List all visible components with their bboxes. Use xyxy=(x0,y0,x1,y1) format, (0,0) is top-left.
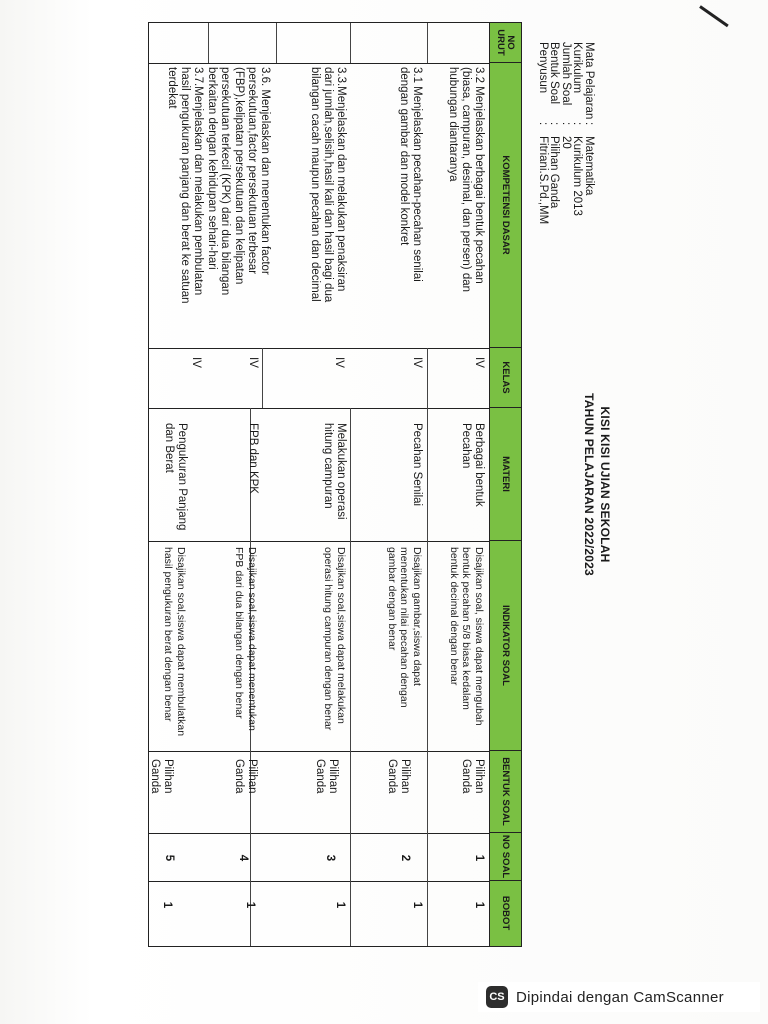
header-no-urut: NO URUT xyxy=(490,23,521,63)
row-2-bobot: 1 xyxy=(411,901,423,909)
row-5-kompetensi: 3.7.Menjelaskan dan melakukan pembulatan hasil pengukuran panjang dan berat ke satuan terdekat xyxy=(165,67,204,304)
camscanner-watermark xyxy=(478,982,760,1012)
doc-title: KISI KISI UJIAN SEKOLAH xyxy=(598,406,612,563)
doc-subtitle: TAHUN PELAJARAN 2022/2023 xyxy=(582,393,596,576)
header-materi: MATERI xyxy=(490,408,521,541)
meta-colon: : xyxy=(536,122,549,126)
column-divider xyxy=(149,833,490,834)
table-header xyxy=(489,23,521,946)
row-5-bobot: 1 xyxy=(161,901,173,909)
row-divider xyxy=(427,348,428,946)
kisi-table xyxy=(148,22,522,947)
row-divider xyxy=(276,23,277,63)
meta-label: Penyusun xyxy=(536,42,549,94)
row-5-no-soal: 5 xyxy=(163,854,175,862)
camscanner-logo-icon: CS xyxy=(486,986,508,1008)
row-divider xyxy=(350,23,351,63)
row-1-kelas: IV xyxy=(473,357,485,368)
meta-label: Kurikulum xyxy=(571,42,584,94)
row-1-bobot: 1 xyxy=(473,901,485,909)
row-2-indikator: Disajikan gambar,siswa dapat menentukan nilai pecahan dengan gambar dengan benar xyxy=(386,547,423,708)
row-4-kelas: IV xyxy=(247,357,259,368)
row-divider xyxy=(350,408,351,946)
meta-row xyxy=(582,42,594,224)
row-2-bentuk: Pilihan Ganda xyxy=(385,759,411,794)
column-divider xyxy=(149,408,490,409)
row-3-no-soal: 3 xyxy=(324,854,336,862)
row-2-no-soal: 2 xyxy=(399,854,411,862)
column-divider xyxy=(149,348,490,349)
row-divider xyxy=(208,23,209,63)
row-4-bentuk: Pilihan Ganda xyxy=(232,759,258,794)
row-5-bentuk: Pilihan Ganda xyxy=(148,759,174,794)
meta-row xyxy=(571,42,583,224)
row-5-materi: Pengukuran Panjang dan Berat xyxy=(162,423,188,531)
meta-value: Matematika xyxy=(583,136,595,196)
row-3-kelas: IV xyxy=(333,357,345,368)
row-1-bentuk: Pilihan Ganda xyxy=(459,759,485,794)
row-4-no-soal: 4 xyxy=(237,854,249,862)
column-divider xyxy=(149,63,490,64)
row-2-kompetensi: 3.1 Menjelaskan pecahan-pecahan senilai dengan gambar dan model konkret xyxy=(397,67,423,282)
meta-colon: : xyxy=(583,122,595,126)
row-5-kelas: IV xyxy=(190,357,202,368)
meta-colon: : xyxy=(571,122,584,126)
meta-row xyxy=(536,42,548,224)
header-kompetensi: KOMPETENSI DASAR xyxy=(490,63,521,348)
meta-value: Fitriani.S.Pd.,MM xyxy=(536,136,549,225)
row-1-kompetensi: 3.2 Menjelaskan berbagai bentuk pecahan (biasa, campuran, desimal, dan persen) dan hubungan diantaranya xyxy=(446,67,485,293)
column-divider xyxy=(149,751,490,752)
column-divider xyxy=(149,881,490,882)
row-3-materi: Melakukan operasi hitung campuran xyxy=(321,423,347,520)
row-1-materi: Berbagai bentuk Pecahan xyxy=(459,423,485,507)
row-2-materi: Pecahan Senilai xyxy=(411,423,423,507)
header-no-soal: NO SOAL xyxy=(490,833,521,881)
row-4-bobot: 1 xyxy=(244,901,256,909)
row-divider xyxy=(262,348,263,408)
header-bentuk: BENTUK SOAL xyxy=(490,751,521,833)
meta-colon: : xyxy=(559,122,572,126)
meta-row xyxy=(548,42,560,224)
meta-label: Bentuk Soal xyxy=(548,42,561,105)
row-4-kompetensi: 3.6. Menjelaskan dan menentukan factor persekutuan,factor persekutuan terbesar (FBP),kelipatan persekutuan dan kelipatan persekutuan terkecil (KPK) dari dua bilangan berkaitan dengan kehidupan sehari-hari xyxy=(206,67,271,296)
camscanner-text: Dipindai dengan CamScanner xyxy=(516,988,724,1006)
header-kelas: KELAS xyxy=(490,348,521,408)
meta-row xyxy=(559,42,571,224)
row-1-indikator: Disajikan soal, siswa dapat mengubah bentuk pecahan 5/8 biasa kedalam bentuk decimal dengan benar xyxy=(448,547,485,726)
row-3-kompetensi: 3.3.Menjelaskan dan melakukan penaksiran dari jumlah,selisih,hasil kali dan hasil bagi dua bilangan cacah maupun pecahan dan decimal xyxy=(308,67,347,303)
document-rotated-area xyxy=(148,22,768,931)
header-indikator: INDIKATOR SOAL xyxy=(490,541,521,751)
row-1-no-soal: 1 xyxy=(473,854,485,862)
column-divider xyxy=(149,541,490,542)
row-3-bentuk: Pilihan Ganda xyxy=(313,759,339,794)
row-divider xyxy=(427,23,428,63)
row-3-indikator: Disajikan soal,siswa dapat melakukan operasi hitung campuran dengan benar xyxy=(322,547,347,731)
meta-value: 20 xyxy=(559,136,572,149)
row-4-materi: FPB dan KPK xyxy=(247,423,259,494)
row-5-indikator: Disajikan soal,siswa dapat membulatkan hasil pengukuran berat dengan benar xyxy=(162,547,187,737)
meta-label: Mata Pelajaran xyxy=(583,42,595,120)
meta-value: Pilihan Ganda xyxy=(548,136,561,209)
document-content xyxy=(148,22,612,947)
meta-block xyxy=(536,42,594,224)
header-bobot: BOBOT xyxy=(500,895,512,931)
row-4-indikator: Disajikan soal,siswa dapat menentukan FPB dari dua bilangan dengan benar xyxy=(233,547,258,731)
row-3-bobot: 1 xyxy=(334,901,346,909)
meta-label: Jumlah Soal xyxy=(559,42,572,106)
meta-colon: : xyxy=(548,122,561,126)
row-2-kelas: IV xyxy=(411,357,423,368)
meta-value: Kurikulum 2013 xyxy=(571,136,584,216)
